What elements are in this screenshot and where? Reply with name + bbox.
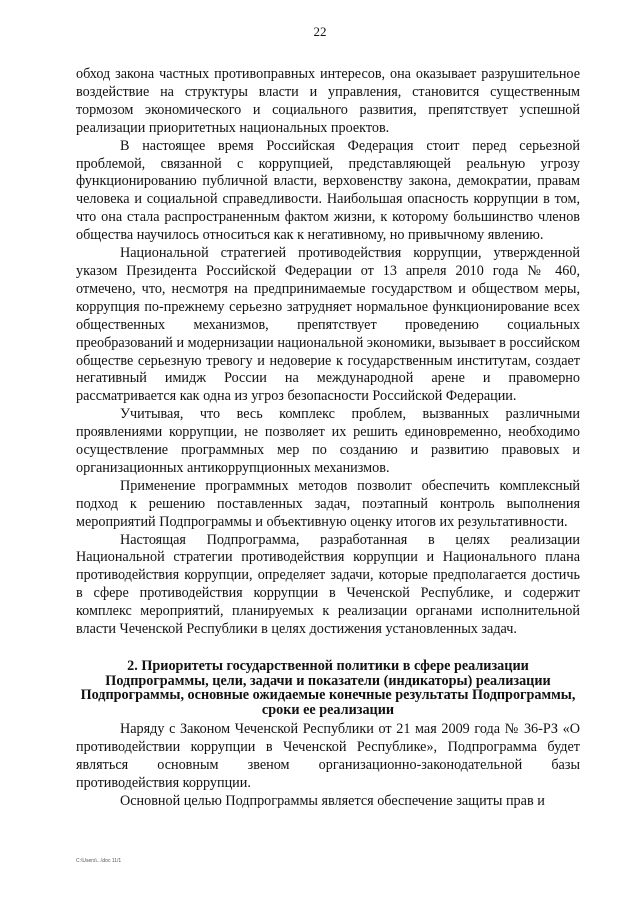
paragraph: обход закона частных противоправных интересов, она оказывает разрушительное воздействие на структуры власти и управления, становится существенным тормозом экономического и социального развития, препятствует успешной реализации приоритетных национальных проектов. <box>76 66 580 136</box>
page-number: 22 <box>313 24 327 39</box>
paragraph: В настоящее время Российская Федерация стоит перед серьезной проблемой, связанной с коррупцией, представляющей реальную угрозу функционированию публичной власти, верховенству закона, демократии, правам человека и социальной справедливости. Наибольшая опасность коррупции в том, что она стала распространенным фактом жизни, к которому большинство членов общества научилось относиться как к негативному, но привычному явлению. <box>76 137 580 244</box>
section-heading: 2. Приоритеты государственной политики в сфере реализации Подпрограммы, цели, задачи и показатели (индикаторы) реализации Подпрограммы, основные ожидаемые конечные результаты Подпрограммы, сроки ее реализации <box>80 658 576 718</box>
footer-file-path: C:\Users\...\doc 11/1 <box>76 858 122 864</box>
paragraph: Национальной стратегией противодействия коррупции, утвержденной указом Президента Российской Федерации от 13 апреля 2010 года № 460, отмечено, что, несмотря на предпринимаемые государством и обществом меры, коррупция по-прежнему серьезно затрудняет нормальное функционирование всех общественных механизмов, препятствует проведению социальных преобразований и модернизации национальной экономики, вызывает в российском обществе серьезную тревогу и недоверие к государственным институтам, создает негативный имидж России на международной арене и правомерно рассматривается как одна из угроз безопасности Российской Федерации. <box>76 245 580 405</box>
paragraph: Применение программных методов позволит обеспечить комплексный подход к решению поставленных задач, поэтапный контроль выполнения мероприятий Подпрограммы и объективную оценку итогов их результативности. <box>76 477 580 530</box>
paragraph: Учитывая, что весь комплекс проблем, вызванных различными проявлениями коррупции, не позволяет их решить единовременно, необходимо осуществление программных мер по созданию и развитию правовых и организационных антикоррупционных механизмов. <box>76 406 580 476</box>
paragraph: Основной целью Подпрограммы является обеспечение защиты прав и <box>120 793 545 809</box>
document-body <box>76 66 580 811</box>
paragraph: Наряду с Законом Чеченской Республики от 21 мая 2009 года № 36-РЗ «О противодействии коррупции в Чеченской Республике», Подпрограмма будет являться основным звеном организационно-законодательной базы противодействия коррупции. <box>76 721 580 792</box>
paragraph: Настоящая Подпрограмма, разработанная в целях реализации Национальной стратегии противодействия коррупции и Национального плана противодействия коррупции, определяет задачи, которые предполагается достичь в сфере противодействия коррупции в Чеченской Республике, и содержит комплекс мероприятий, планируемых к реализации органами исполнительной власти Чеченской Республики в целях достижения установленных задач. <box>76 531 580 638</box>
